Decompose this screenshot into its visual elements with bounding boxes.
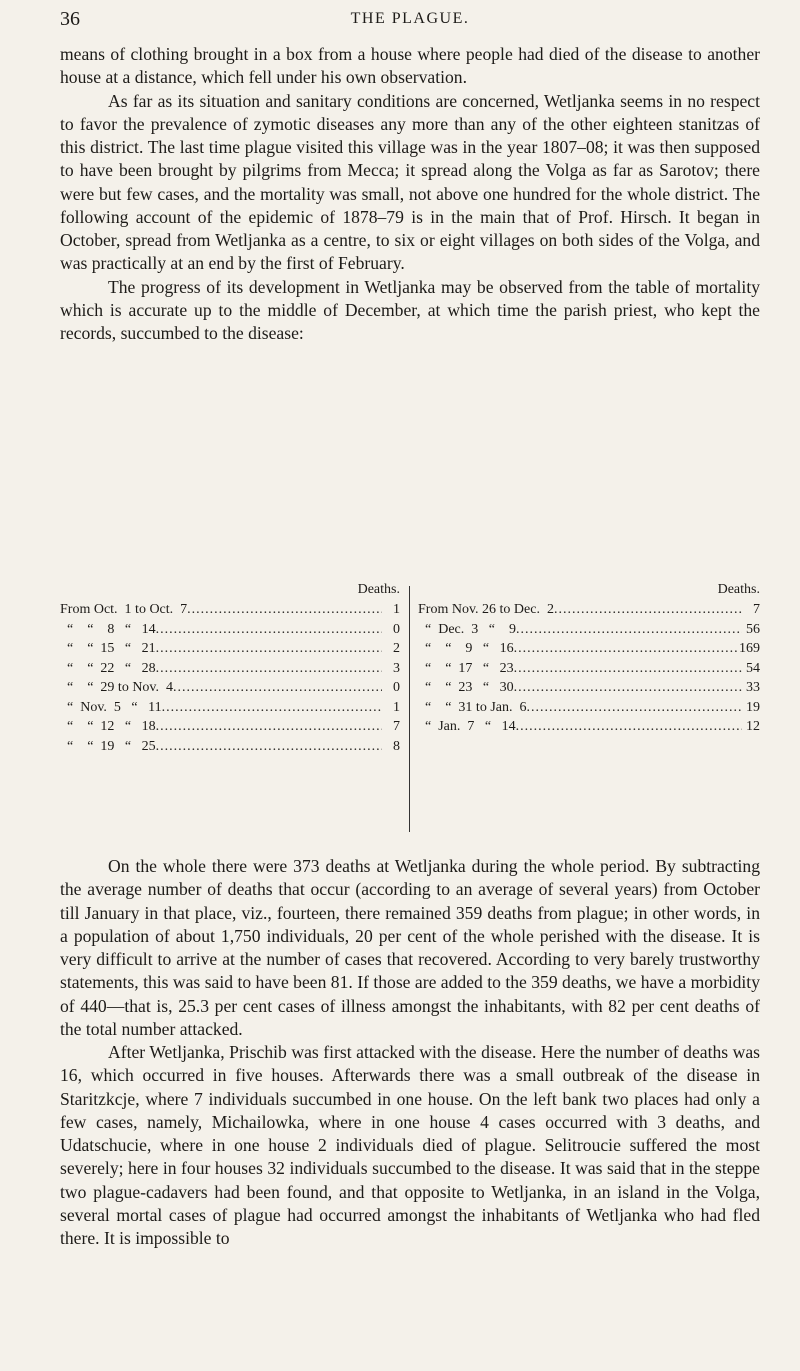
paragraph: After Wetljanka, Prischib was first attacked with the disease. Here the number of deaths was 16, which occurred in five houses. Afterwards there was a small outbreak of the disease in Staritzkcje, where 7 individuals succumbed in one house. On the left bank two places had only a few cases, namely, Michailowka, where in one house 4 cases occurred with 3 deaths, and Udatschucie, where in one house 2 individuals died of plague. Selitroucie suffered the most severely; here in four houses 32 individuals succumbed to the disease. It was said that in the steppe two plague-cadavers had been found, and that opposite to Wetljanka, in an island in the Volga, several mortal cases of plague had occurred amongst the inhabitants of Wetljanka who had fled there. It is impossible to [60, 1042, 760, 1248]
leader-dots [156, 620, 382, 640]
deaths-value: 33 [746, 680, 760, 695]
table-row [418, 600, 760, 620]
paragraph: The progress of its development in Wetljanka may be observed from the table of mortality which is accurate up to the middle of December, at which time the parish priest, who kept the records, succumbed to the disease: [60, 276, 760, 343]
table-row [418, 698, 760, 718]
leader-dots [514, 659, 742, 679]
table-column-left [60, 580, 400, 756]
leader-dots [173, 678, 382, 698]
deaths-value: 8 [393, 738, 400, 754]
table-row [60, 639, 400, 659]
page-header [60, 4, 760, 38]
deaths-value: 56 [746, 621, 760, 637]
table-row [60, 698, 400, 718]
date-range: “ Nov. 5 “ 11 [60, 699, 162, 715]
paragraph: As far as its situation and sanitary conditions are concerned, Wetljanka seems in no respect to favor the prevalence of zymotic diseases any more than any of the other eighteen stanitzas of this district. The last time plague visited this village was in the year 1807–08; it was then supposed to have been brought by pilgrims from Mecca; it spread along the Volga as far as Sarotov; there were but few cases, and the mortality was small, not above one hundred for the whole district. The following account of the epidemic of 1878–79 is in the main that of Prof. Hirsch. It began in October, spread from Wetljanka as a centre, to six or eight villages on both sides of the Volga, and was practically at an end by the first of February. [60, 90, 760, 274]
leader-dots [162, 698, 382, 718]
table-row [60, 717, 400, 737]
leader-dots [156, 639, 382, 659]
leader-dots [514, 639, 739, 659]
deaths-value: 19 [746, 699, 760, 715]
table-row [418, 620, 760, 640]
leader-dots [156, 737, 382, 757]
paragraph: means of clothing brought in a box from a house where people had died of the disease to another house at a distance, which fell under his own observation. [60, 44, 760, 88]
text-block-top [60, 43, 760, 345]
date-range: “ Dec. 3 “ 9 [418, 621, 516, 637]
running-title: THE PLAGUE. [350, 10, 470, 27]
deaths-value: 12 [746, 719, 760, 734]
date-range: “ “ 17 “ 23 [418, 660, 514, 676]
deaths-value: 169 [739, 641, 760, 656]
date-range: “ “ 23 “ 30 [418, 680, 514, 695]
leader-dots [156, 659, 382, 679]
date-range: “ “ 15 “ 21 [60, 641, 156, 656]
table-row [418, 639, 760, 659]
column-header: Deaths. [717, 582, 760, 597]
date-range: “ “ 19 “ 25 [60, 738, 156, 754]
paragraph: On the whole there were 373 deaths at Wetljanka during the whole period. By subtracting the average number of deaths that occur (according to an average of several years) from October till January in that place, viz., fourteen, there remained 359 deaths from plague; in other words, in a population of about 1,750 individuals, 20 per cent of the whole perished with the disease. It is very difficult to arrive at the number of cases that recovered. According to very barely trustworthy statements, this was said to have been 81. If those are added to the 359 deaths, we have a morbidity of 440—that is, 25.3 per cent cases of illness amongst the inhabitants, with 82 per cent deaths of the total number attacked. [60, 856, 760, 1039]
deaths-value: 54 [746, 660, 760, 676]
deaths-value: 3 [393, 660, 400, 676]
column-divider [409, 586, 410, 832]
deaths-value: 2 [393, 641, 400, 656]
leader-dots [156, 717, 382, 737]
deaths-value: 7 [753, 602, 760, 617]
date-range: “ “ 12 “ 18 [60, 719, 156, 734]
table-row [418, 659, 760, 679]
date-range: From Nov. 26 to Dec. 2 [418, 602, 554, 617]
leader-dots [187, 600, 382, 620]
date-range: “ “ 22 “ 28 [60, 660, 156, 676]
deaths-value: 1 [393, 699, 400, 715]
date-range: “ “ 31 to Jan. 6 [418, 699, 527, 715]
deaths-value: 7 [393, 719, 400, 734]
table-row [418, 678, 760, 698]
table-row [60, 678, 400, 698]
leader-dots [514, 678, 742, 698]
table-row [60, 737, 400, 757]
table-row [418, 717, 760, 737]
leader-dots [516, 620, 742, 640]
date-range: “ “ 29 to Nov. 4 [60, 680, 174, 695]
date-range: “ Jan. 7 “ 14 [418, 719, 516, 734]
leader-dots [526, 698, 742, 718]
leader-dots [554, 600, 742, 620]
deaths-value: 0 [393, 680, 400, 695]
mortality-table [60, 580, 760, 860]
date-range: From Oct. 1 to Oct. 7 [60, 602, 188, 617]
table-row [60, 600, 400, 620]
page-number: 36 [60, 8, 80, 30]
table-column-right [418, 580, 760, 737]
text-block-bottom [60, 855, 760, 1250]
date-range: “ “ 8 “ 14 [60, 621, 156, 637]
column-header: Deaths. [357, 582, 400, 597]
table-row [60, 659, 400, 679]
date-range: “ “ 9 “ 16 [418, 641, 514, 656]
deaths-value: 1 [393, 602, 400, 617]
deaths-value: 0 [393, 621, 400, 637]
table-row [60, 620, 400, 640]
leader-dots [516, 717, 742, 737]
